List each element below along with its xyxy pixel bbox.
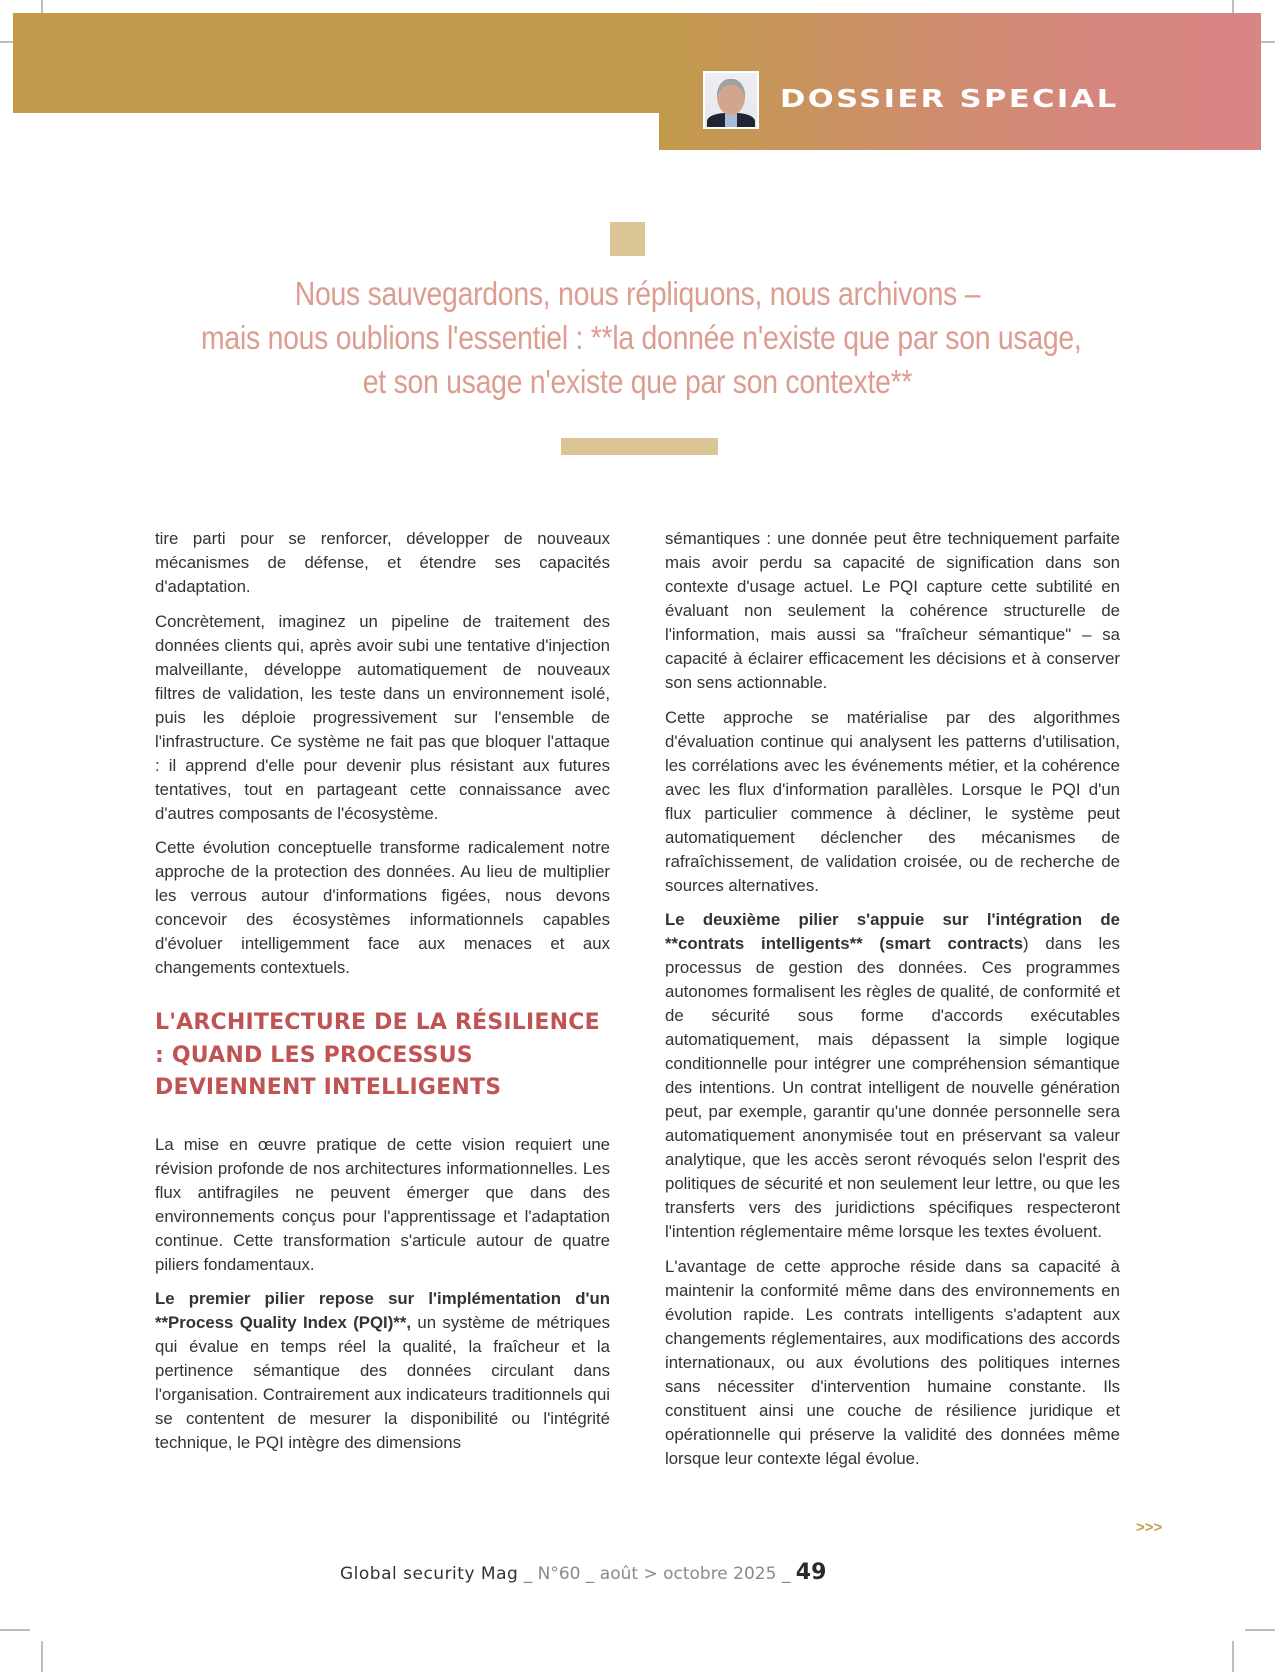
paragraph: tire parti pour se renforcer, développer de nouveaux mécanismes de défense, et étendre ses capacités d'adaptation. [155, 529, 610, 596]
pull-quote [201, 272, 1082, 404]
paragraph: Cette évolution conceptuelle transforme radicalement notre approche de la protection des données. Au lieu de multiplier les verrous autour d'informations figées, nous devons concevoir des écosystèmes informationnels capables d'évoluer intelligemment face aux menaces et aux changements contextuels. [155, 838, 610, 977]
page-number: 49 [795, 1560, 827, 1585]
footer-separator: _ [518, 1564, 538, 1584]
footer-separator: _ [580, 1564, 600, 1584]
footer-period: août > octobre 2025 [599, 1564, 777, 1584]
crop-mark [0, 1629, 30, 1631]
section-label: DOSSIER SPECIAL [780, 84, 1119, 113]
continue-arrow-icon: >>> [1136, 1519, 1163, 1536]
section-heading: L'ARCHITECTURE DE LA RÉSILIENCE : QUAND LES PROCESSUS DEVIENNENT INTELLIGENTS [155, 1010, 600, 1100]
footer-separator: _ [776, 1564, 796, 1584]
crop-mark [41, 1641, 43, 1672]
paragraph-text: ) dans les processus de gestion des données. Ces programmes autonomes formalisent les règles de qualité, de conformité et de sécurité sous forme d'accords exécutables automatiquement, mais dépassent la simple logique conditionnelle pour intégrer une compréhension sémantique des intentions. Un contrat intelligent de nouvelle génération peut, par exemple, garantir qu'une donnée personnelle sera automatiquement anonymisée tout en préservant sa valeur analytique, que les accès seront révoqués selon l'esprit des politiques de sécurité et non seulement leur lettre, ou que les transferts vers des juridictions spécifiques respecteront l'intention réglementaire même lorsque les textes évoluent. [665, 934, 1120, 1241]
paragraph: L'avantage de cette approche réside dans sa capacité à maintenir la conformité même dans des environnements en évolution rapide. Les contrats intelligents s'adaptent aux changements réglementaires, aux modifications des accords internationaux, ou aux évolutions des politiques internes sans nécessiter d'intervention humaine constante. Ils constituent ainsi une couche de résilience juridique et opérationnelle qui préserve la validité des données même lorsque leur contexte légal évolue. [665, 1256, 1120, 1468]
pull-quote-line: mais nous oublions l'essentiel : **la donnée n'existe que par son usage, [201, 319, 1082, 356]
article-column-left [155, 527, 610, 1466]
avatar-head [717, 79, 745, 115]
paragraph: La mise en œuvre pratique de cette vision requiert une révision profonde de nos architectures informationnelles. Les flux antifragiles ne peuvent émerger que dans des environnements conçus pour l'apprentissage et l'adaptation continue. Cette transformation s'articule autour de quatre piliers fondamentaux. [155, 1134, 610, 1274]
pull-quote-line: et son usage n'existe que par son contexte** [362, 363, 913, 400]
author-avatar [703, 71, 759, 129]
decorative-square [610, 222, 645, 256]
paragraph-lead-bold: Le deuxième pilier s'appuie sur l'intégration de **contrats intelligents** (smart contracts [665, 910, 1120, 953]
author-photo [705, 73, 757, 127]
paragraph: sémantiques : une donnée peut être techniquement parfaite mais avoir perdu sa capacité de signification dans son contexte d'usage actuel. Le PQI capture cette subtilité en évaluant non seulement la cohérence structurelle de l'information, mais aussi sa "fraîcheur sémantique" – sa capacité à éclairer efficacement les décisions et à conserver son sens actionnable. [665, 529, 1120, 692]
paragraph-text: un système de métriques qui évalue en temps réel la qualité, la fraîcheur et la pertinence sémantique des données circulant dans l'organisation. Contrairement aux indicateurs traditionnels qui se contentent de mesurer la disponibilité ou l'intégrité technique, le PQI intègre des dimensions [155, 1313, 611, 1452]
footer-brand: Global security Mag [340, 1564, 519, 1584]
crop-mark [1245, 1629, 1275, 1631]
paragraph [155, 1287, 610, 1455]
avatar-collar [725, 113, 737, 127]
pull-quote-line: Nous sauvegardons, nous répliquons, nous archivons – [294, 275, 981, 312]
paragraph: Concrètement, imaginez un pipeline de traitement des données clients qui, après avoir subi une tentative d'injection malveillante, développe automatiquement de nouveaux filtres de validation, les teste dans un environnement isolé, puis les déploie progressivement sur l'ensemble de l'infrastructure. Ce système ne fait pas que bloquer l'attaque : il apprend d'elle pour devenir plus résistant aux futures tentatives, tout en partageant cette connaissance avec d'autres composants de l'écosystème. [155, 611, 610, 823]
paragraph-lead-bold: Le premier pilier repose sur l'implémentation d'un **Process Quality Index (PQI)**, [155, 1289, 610, 1332]
page-footer [340, 1560, 826, 1585]
footer-issue: N°60 [537, 1564, 581, 1584]
article-column-right [665, 527, 1120, 1481]
paragraph [665, 908, 1120, 1244]
decorative-bar [561, 438, 718, 455]
header-band-left [13, 13, 665, 113]
crop-mark [1232, 1641, 1234, 1672]
paragraph: Cette approche se matérialise par des algorithmes d'évaluation continue qui analysent les patterns d'utilisation, les corrélations avec les événements métier, et la cohérence avec les flux d'information parallèles. Lorsque le PQI d'un flux particulier commence à décliner, le système peut automatiquement déclencher des mécanismes de rafraîchissement, de validation croisée, ou de recherche de sources alternatives. [665, 707, 1120, 895]
